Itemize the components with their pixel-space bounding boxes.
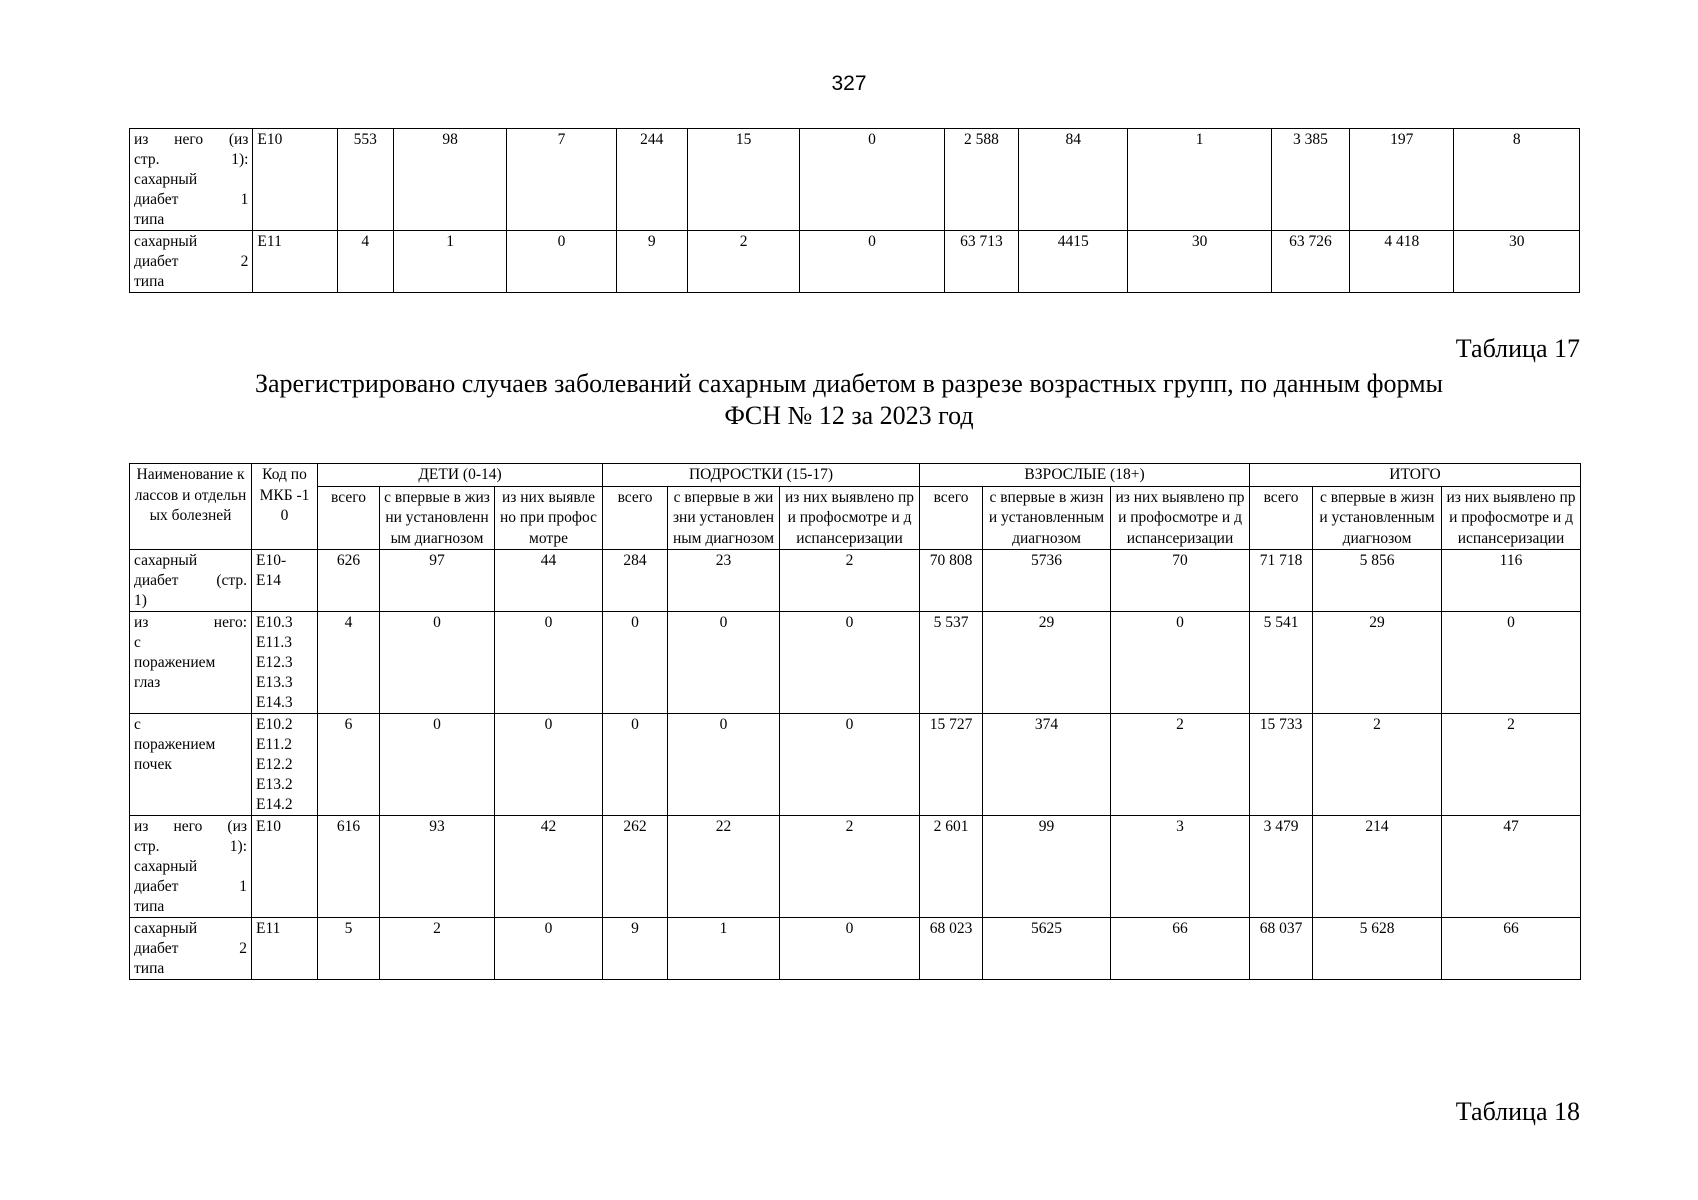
data-cell: 8 [1454, 129, 1580, 231]
data-cell: 214 [1313, 816, 1442, 918]
row-name-line: из него (из [134, 131, 249, 148]
row-name-cell [130, 918, 252, 980]
data-cell: 84 [1019, 129, 1128, 231]
data-cell: 2 [780, 816, 920, 918]
data-cell: 15 727 [920, 714, 983, 816]
table-17 [129, 463, 1581, 980]
header-group-adults: ВЗРОСЛЫЕ (18+) [920, 464, 1250, 487]
data-cell: 7 [507, 129, 616, 231]
table-row [130, 129, 1580, 231]
data-cell: 1 [1128, 129, 1271, 231]
subheader-cell: всего [603, 486, 668, 550]
data-cell: 244 [616, 129, 687, 231]
data-cell: 0 [668, 714, 780, 816]
row-code-line: E11 [256, 920, 281, 937]
row-name-cell [130, 714, 252, 816]
subheader-cell: с впервые в жизни установленным диагнозом [380, 486, 495, 550]
data-cell: 284 [603, 550, 668, 612]
data-cell: 0 [780, 612, 920, 714]
data-cell: 6 [318, 714, 380, 816]
header-name-column: Наименование классов и отдельных болезней [130, 464, 252, 550]
data-cell: 5 628 [1313, 918, 1442, 980]
data-cell: 0 [800, 129, 944, 231]
data-cell: 553 [337, 129, 393, 231]
row-code-line: E14.2 [256, 796, 293, 813]
row-name-line: из него: [134, 614, 247, 631]
row-code-line: E11.3 [256, 634, 293, 651]
row-name-line: сахарный [134, 858, 198, 875]
page-number: 327 [831, 72, 867, 95]
data-cell: 68 037 [1250, 918, 1313, 980]
row-name-line: с [134, 634, 141, 651]
row-name-line: типа [134, 211, 165, 228]
table-17-title-line-1: Зарегистрировано случаев заболеваний сахарным диабетом в разрезе возрастных групп, по данным формы [254, 369, 1443, 398]
row-code-cell [252, 918, 318, 980]
data-cell: 70 [1111, 550, 1250, 612]
data-cell: 5625 [983, 918, 1111, 980]
row-code-line: E10 [256, 818, 281, 835]
table-17-group-header-row [130, 464, 1581, 487]
table-18-caption: Таблица 18 [1455, 1097, 1580, 1126]
data-cell: 66 [1111, 918, 1250, 980]
row-code-line: E13.2 [256, 776, 293, 793]
row-code-line: E10- [256, 552, 287, 569]
data-cell: 66 [1442, 918, 1581, 980]
data-cell: 9 [603, 918, 668, 980]
data-cell: 30 [1128, 231, 1271, 293]
row-name-cell [130, 550, 252, 612]
data-cell: 3 479 [1250, 816, 1313, 918]
table-17-title-line-2: ФСН № 12 за 2023 год [724, 401, 974, 430]
subheader-cell: всего [920, 486, 983, 550]
data-cell: 30 [1454, 231, 1580, 293]
row-code-line: E11.2 [256, 736, 293, 753]
data-cell: 0 [380, 714, 495, 816]
data-cell: 3 [1111, 816, 1250, 918]
data-cell: 2 [380, 918, 495, 980]
subheader-cell: из них выявлено при профосмотре и диспансеризации [1442, 486, 1581, 550]
row-name-line: глаз [134, 674, 161, 691]
data-cell: 1 [668, 918, 780, 980]
row-code-cell [252, 816, 318, 918]
row-name-line: стр. 1): [134, 838, 247, 855]
data-cell: 99 [983, 816, 1111, 918]
row-name-line: диабет (стр. [134, 572, 247, 589]
row-name-cell [130, 612, 252, 714]
data-cell: 0 [495, 918, 603, 980]
data-cell: 2 [687, 231, 799, 293]
subheader-cell: из них выявлено при профосмотре и диспансеризации [1111, 486, 1250, 550]
table-17-sub-header-row [130, 486, 1581, 550]
table-row [130, 816, 1581, 918]
subheader-cell: всего [318, 486, 380, 550]
row-code-line: E10.3 [256, 614, 293, 631]
data-cell: 197 [1350, 129, 1454, 231]
data-cell: 5 537 [920, 612, 983, 714]
data-cell: 98 [393, 129, 506, 231]
header-code-column: Код по МКБ -10 [252, 464, 318, 550]
data-cell: 2 601 [920, 816, 983, 918]
row-name-line: диабет 1 [134, 878, 247, 895]
row-name-line: типа [134, 273, 165, 290]
data-cell: 2 [1442, 714, 1581, 816]
data-cell: 42 [495, 816, 603, 918]
data-cell: 0 [780, 714, 920, 816]
data-cell: 23 [668, 550, 780, 612]
data-cell: 97 [380, 550, 495, 612]
row-code-line: E13.3 [256, 674, 293, 691]
subheader-cell: с впервые в жизни установленным диагнозом [1313, 486, 1442, 550]
header-group-teens: ПОДРОСТКИ (15-17) [603, 464, 920, 487]
data-cell: 63 713 [944, 231, 1018, 293]
row-code-cell [252, 612, 318, 714]
data-cell: 29 [983, 612, 1111, 714]
data-cell: 262 [603, 816, 668, 918]
row-code-line: E10.2 [256, 716, 293, 733]
data-cell: 63 726 [1271, 231, 1349, 293]
data-cell: 2 [1111, 714, 1250, 816]
data-cell: 71 718 [1250, 550, 1313, 612]
data-cell: 5 [318, 918, 380, 980]
row-name-line: типа [134, 960, 165, 977]
data-cell: 4 [337, 231, 393, 293]
table-row [130, 714, 1581, 816]
row-code-cell [252, 550, 318, 612]
row-name-line: почек [134, 756, 172, 773]
row-code-line: E12.3 [256, 654, 293, 671]
data-cell: 29 [1313, 612, 1442, 714]
row-name-line: сахарный [134, 552, 198, 569]
row-name-cell [130, 129, 253, 231]
row-name-line: сахарный [134, 233, 198, 250]
row-code-cell [253, 231, 337, 293]
header-group-children: ДЕТИ (0-14) [318, 464, 603, 487]
data-cell: 0 [495, 714, 603, 816]
data-cell: 5 856 [1313, 550, 1442, 612]
table-17-caption: Таблица 17 [1455, 334, 1580, 363]
row-name-cell [130, 816, 252, 918]
row-name-line: поражением [134, 736, 216, 753]
data-cell: 0 [780, 918, 920, 980]
data-cell: 0 [668, 612, 780, 714]
data-cell: 0 [800, 231, 944, 293]
data-cell: 15 733 [1250, 714, 1313, 816]
data-cell: 47 [1442, 816, 1581, 918]
data-cell: 0 [507, 231, 616, 293]
data-cell: 4 [318, 612, 380, 714]
data-cell: 0 [1111, 612, 1250, 714]
row-code-line: E14 [256, 572, 281, 589]
data-cell: 1 [393, 231, 506, 293]
row-name-line: стр. 1): [134, 151, 249, 168]
data-cell: 70 808 [920, 550, 983, 612]
row-name-line: 1) [134, 592, 147, 609]
data-cell: 0 [495, 612, 603, 714]
table-row [130, 550, 1581, 612]
row-name-line: из него (из [134, 818, 247, 835]
row-code-line: E10 [257, 131, 283, 148]
table-17-title [0, 368, 1698, 432]
row-code-line: E12.2 [256, 756, 293, 773]
row-name-cell [130, 231, 253, 293]
data-cell: 5 541 [1250, 612, 1313, 714]
table-row [130, 918, 1581, 980]
data-cell: 15 [687, 129, 799, 231]
row-name-line: сахарный [134, 920, 198, 937]
row-name-line: поражением [134, 654, 216, 671]
table-row [130, 612, 1581, 714]
data-cell: 2 588 [944, 129, 1018, 231]
subheader-cell: всего [1250, 486, 1313, 550]
row-name-line: диабет 1 [134, 191, 249, 208]
data-cell: 2 [1313, 714, 1442, 816]
row-code-cell [253, 129, 337, 231]
data-cell: 4415 [1019, 231, 1128, 293]
row-code-line: E14.3 [256, 694, 293, 711]
row-code-cell [252, 714, 318, 816]
subheader-cell: из них выявлено при профосмотре и диспансеризации [780, 486, 920, 550]
subheader-cell: с впервые в жизни установленным диагнозом [668, 486, 780, 550]
header-group-total: ИТОГО [1250, 464, 1581, 487]
data-cell: 9 [616, 231, 687, 293]
table-row [130, 231, 1580, 293]
data-cell: 4 418 [1350, 231, 1454, 293]
data-cell: 44 [495, 550, 603, 612]
data-cell: 626 [318, 550, 380, 612]
data-cell: 3 385 [1271, 129, 1349, 231]
data-cell: 2 [780, 550, 920, 612]
data-cell: 5736 [983, 550, 1111, 612]
table-16-continuation [129, 128, 1580, 293]
data-cell: 68 023 [920, 918, 983, 980]
subheader-cell: с впервые в жизни установленным диагнозом [983, 486, 1111, 550]
data-cell: 116 [1442, 550, 1581, 612]
data-cell: 0 [603, 714, 668, 816]
row-name-line: типа [134, 898, 165, 915]
data-cell: 616 [318, 816, 380, 918]
row-name-line: диабет 2 [134, 940, 247, 957]
subheader-cell: из них выявлено при профосмотре [495, 486, 603, 550]
data-cell: 93 [380, 816, 495, 918]
row-name-line: с [134, 716, 141, 733]
row-name-line: диабет 2 [134, 253, 249, 270]
data-cell: 0 [603, 612, 668, 714]
data-cell: 0 [380, 612, 495, 714]
data-cell: 0 [1442, 612, 1581, 714]
row-name-line: сахарный [134, 171, 198, 188]
row-code-line: E11 [257, 233, 282, 250]
data-cell: 22 [668, 816, 780, 918]
data-cell: 374 [983, 714, 1111, 816]
